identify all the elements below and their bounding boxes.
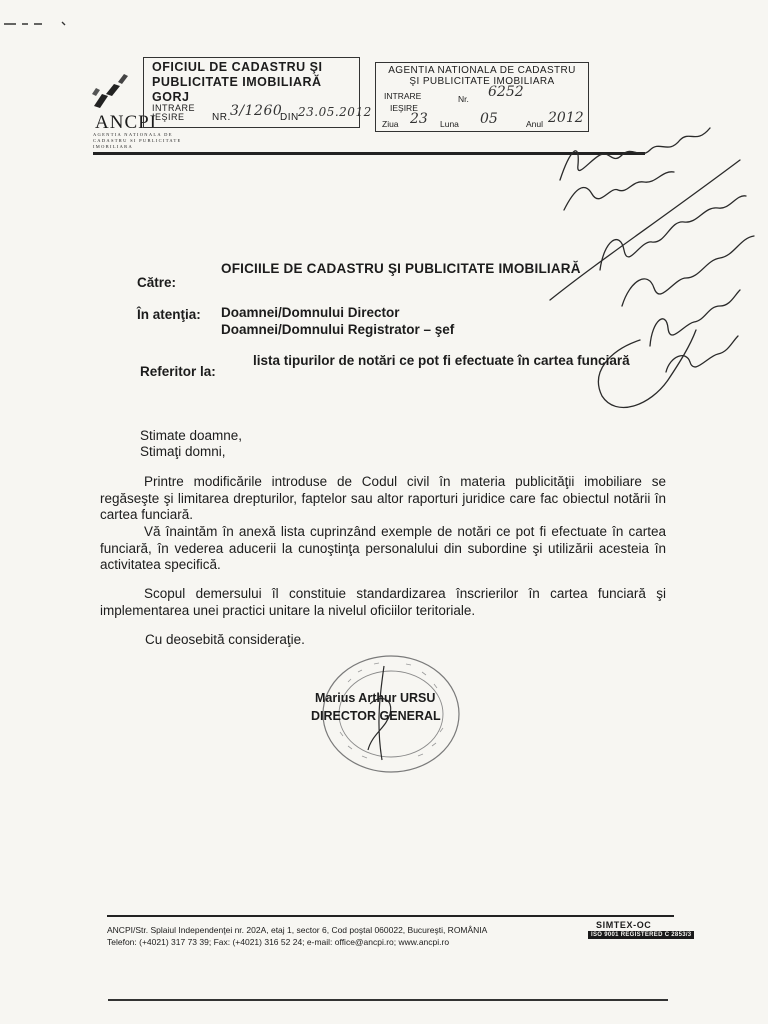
signer-title: DIRECTOR GENERAL (311, 709, 441, 723)
stamp-ancpi-line1: AGENTIA NATIONALA DE CADASTRU (388, 65, 576, 76)
attention-line-2: Doamnei/Domnului Registrator – şef (221, 322, 455, 337)
salutation-line-2: Stimaţi domni, (140, 444, 226, 459)
stamp-ancpi-zi-value: 23 (410, 111, 428, 127)
stamp-gorj-iesire-label: IEŞIRE (152, 112, 185, 122)
to-value: OFICIILE DE CADASTRU ŞI PUBLICITATE IMOBILIARĂ (221, 261, 581, 276)
body-paragraph-3 (100, 586, 666, 619)
body-paragraph-1-text: Printre modificările introduse de Codul civil în materia publicităţii imobiliare se regăseşte şi limitarea drepturilor, faptelor sau altor raporturi juridice care fac obiectul notării în cartea funciară. (100, 474, 666, 522)
ancpi-logo-icon (90, 72, 130, 112)
stamp-ancpi-zi-label: Ziua (382, 119, 399, 129)
registration-stamp-gorj (143, 57, 372, 128)
ancpi-logo-subtitle: AGENTIA NATIONALA DE CADASTRU SI PUBLICITATE IMOBILIARA (93, 132, 182, 149)
body-paragraph-3-text: Scopul demersului îl constituie standardizarea înscrierilor în cartea funciară şi implementarea unei practici unitare la nivelul oficiilor teritoriale. (100, 586, 666, 618)
stamp-ancpi-anul-label: Anul (526, 119, 544, 129)
body-paragraph-1 (100, 474, 666, 524)
stamp-gorj-intrare-label: INTRARE (152, 103, 196, 113)
stamp-ancpi-nr-value: 6252 (488, 84, 524, 100)
attention-label: În atenţia: (137, 307, 201, 322)
footer-divider (107, 915, 674, 917)
subject-value: lista tipurilor de notări ce pot fi efectuate în cartea funciară (253, 353, 630, 368)
stamp-ancpi-anul-value: 2012 (548, 110, 584, 126)
stamp-gorj-date-value: 23.05.2012 (298, 105, 372, 119)
stamp-ancpi-nr-label: Nr. (458, 94, 469, 104)
signer-name: Marius Arthur URSU (315, 691, 436, 705)
ancpi-logo-text: ANCPI (95, 112, 158, 133)
stamp-gorj-line2: PUBLICITATE IMOBILIARĂ GORJ (152, 75, 322, 104)
footer-address: ANCPI/Str. Splaiul Independenţei nr. 202A, etaj 1, sector 6, Cod poştal 060022, Bucureşti, ROMÂNIA (107, 925, 488, 935)
salutation-line-1: Stimate doamne, (140, 428, 243, 443)
to-label: Către: (137, 275, 177, 290)
stamp-gorj-nr-label: NR. (212, 112, 231, 123)
stamp-gorj-line1: OFICIUL DE CADASTRU ŞI (152, 60, 323, 74)
iso-badge: ISO 9001 REGISTERED C 2853/3 (588, 931, 694, 939)
subject-label: Referitor la: (140, 364, 216, 379)
certification-name: SIMTEX-OC (596, 920, 652, 930)
closing-line: Cu deosebită consideraţie. (145, 632, 305, 647)
scan-corner-mark (4, 20, 66, 30)
body-paragraph-2 (100, 524, 666, 574)
stamp-ancpi-luna-label: Luna (440, 119, 459, 129)
body-paragraph-2-text: Vă înaintăm în anexă lista cuprinzând exemple de notări ce pot fi efectuate în cartea funciară, în vederea aducerii la cunoştinţa personalului din subordine şi utilizării acesteia în activitatea specifică. (100, 524, 666, 572)
stamp-ancpi-line2: ŞI PUBLICITATE IMOBILIARA (409, 76, 555, 87)
stamp-ancpi-luna-value: 05 (480, 111, 498, 127)
footer-contact: Telefon: (+4021) 317 73 39; Fax: (+4021) 316 52 24; e-mail: office@ancpi.ro; www.ancpi.ro (107, 937, 450, 947)
stamp-gorj-entry-labels (152, 104, 195, 122)
stamp-gorj-nr-value: 3/1260 (230, 103, 283, 119)
bottom-divider (108, 999, 668, 1001)
stamp-gorj-din-label: DIN (280, 112, 299, 123)
stamp-ancpi-iesire-label: IEŞIRE (390, 103, 418, 113)
attention-line-1: Doamnei/Domnului Director (221, 305, 400, 320)
stamp-ancpi-intrare-label: INTRARE (384, 91, 422, 101)
